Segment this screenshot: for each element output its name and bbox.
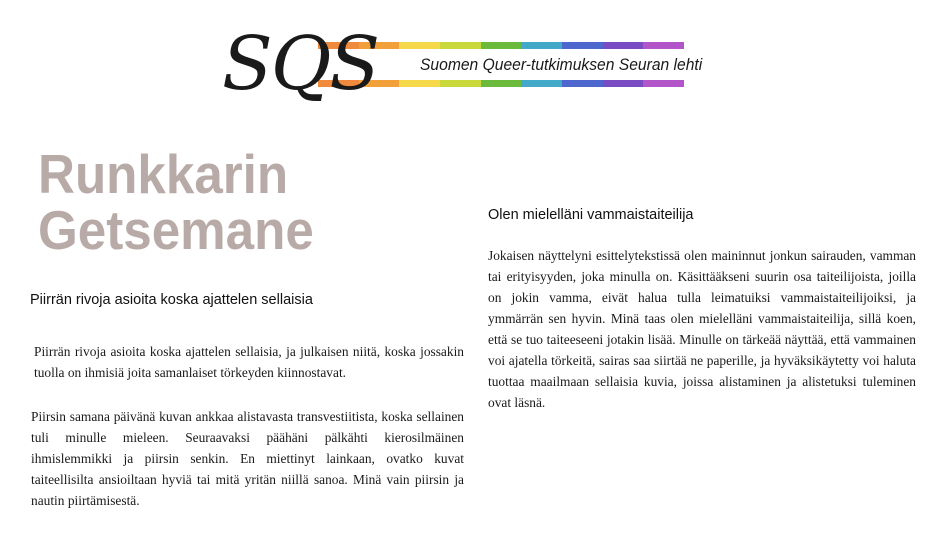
masthead	[222, 21, 703, 114]
stripe-segment	[399, 80, 440, 87]
article-title	[38, 143, 314, 261]
article-title-line-2: Getsemane	[38, 199, 314, 261]
left-paragraph-1: Piirrän rivoja asioita koska ajattelen sellaisia, ja julkaisen niitä, koska jossakin tuolla on ihmisiä joita samanlaiset törkeyden kiinnostavat.	[34, 344, 464, 380]
stripe-segment	[440, 80, 481, 87]
right-subheading: Olen mielelläni vammaistaiteilija	[488, 207, 694, 223]
stripe-segment	[562, 42, 603, 49]
journal-logo: SQS	[222, 21, 379, 107]
stripe-segment	[603, 80, 644, 87]
stripe-segment	[521, 80, 562, 87]
article-title-line-1: Runkkarin	[38, 143, 289, 205]
stripe-segment	[440, 42, 481, 49]
stripe-segment	[481, 42, 522, 49]
right-paragraph-1: Jokaisen näyttelyni esittelytekstissä olen maininnut jonkun sairauden, vamman tai erityisyyden, joka minulla on. Käsittääkseni suurin osa taiteilijoista, joilla on jokin vamma, eivät halua tulla leimatuiksi vammaistaiteilijoiksi, ja ymmärrän sen hyvin. Minä taas olen mielelläni vammaistaiteilija, sillä koen, että se tuo taiteeseeni jotakin lisää. Minulle on tärkeää näyttää, että vammainen voi ajatella törkeitä, sairas saa siirtää ne paperille, ja hyväksikäytetty voi haluta tuottaa maailmaan sellaisia kuvia, joissa alistaminen ja alistetuksi tuleminen ovat läsnä.	[488, 248, 916, 410]
stripe-segment	[399, 42, 440, 49]
stripe-segment	[643, 42, 684, 49]
stripe-segment	[562, 80, 603, 87]
stripe-segment	[603, 42, 644, 49]
stripe-segment	[481, 80, 522, 87]
stripe-segment	[643, 80, 684, 87]
stripe-segment	[521, 42, 562, 49]
left-subheading: Piirrän rivoja asioita koska ajattelen sellaisia	[30, 292, 313, 308]
left-paragraph-2: Piirsin samana päivänä kuvan ankkaa alistavasta transvestiitista, koska sellainen tuli minulle mieleen. Seuraavaksi päähäni pälkähti kierosilmäinen ihmislemmikki ja piirsin senkin. En miettinyt lainkaan, ovatko kuvat taiteellisilta ansioiltaan hyviä tai mitä yritän niillä sanoa. Minä vain piirsin ja nautin piirtämisestä.	[31, 409, 464, 508]
journal-tagline: Suomen Queer-tutkimuksen Seuran lehti	[420, 55, 703, 74]
